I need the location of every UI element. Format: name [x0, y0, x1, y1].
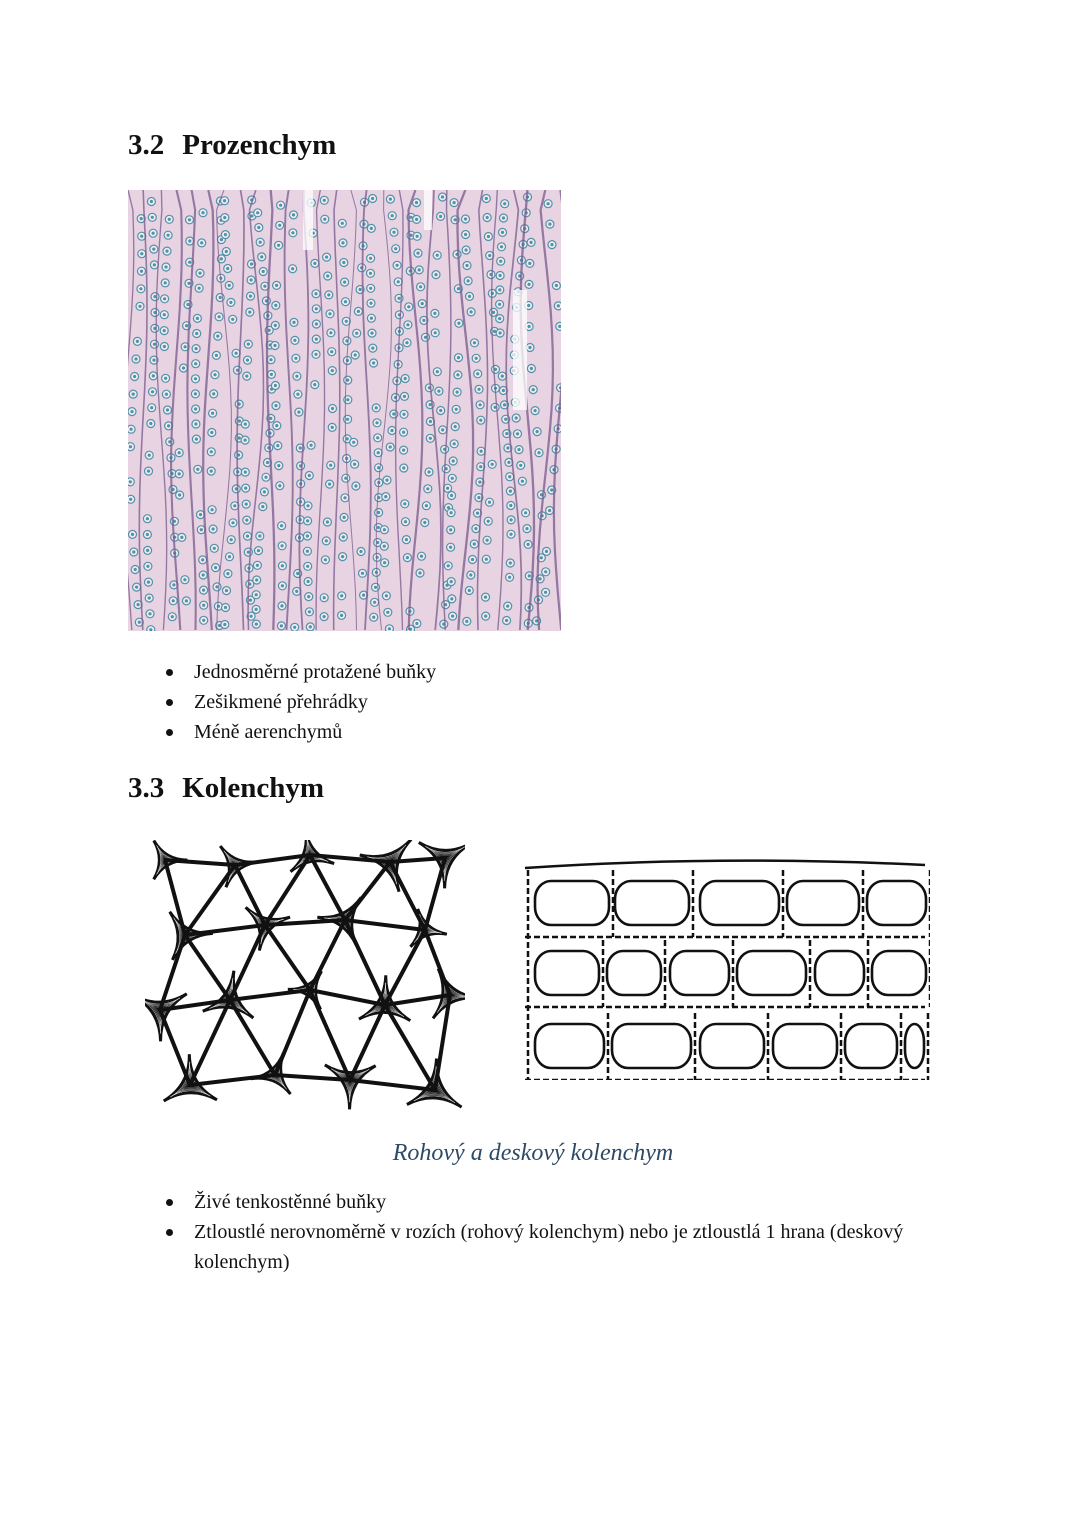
section-heading-prozenchym [128, 128, 336, 162]
prozenchym-micrograph [128, 190, 561, 631]
list-item: Ztloustlé nerovnoměrně v rozích (rohový kolenchym) nebo je ztloustlá 1 hrana (deskový kolenchym) [128, 1217, 914, 1277]
list-item: Jednosměrné protažené buňky [128, 657, 928, 687]
list-item: Zešikmené přehrádky [128, 687, 928, 717]
section-number: 3.2 [128, 129, 165, 161]
section-number: 3.3 [128, 772, 165, 804]
rohovy-kolenchym-svg [145, 840, 465, 1110]
section-title: Prozenchym [182, 129, 337, 161]
deskovy-kolenchym-drawing [520, 850, 930, 1080]
list-item: Živé tenkostěnné buňky [128, 1187, 914, 1217]
figure-caption: Rohový a deskový kolenchym [392, 1140, 674, 1166]
list-item: Méně aerenchymů [128, 717, 928, 747]
prozenchym-bullet-list [128, 657, 928, 747]
deskovy-kolenchym-svg [520, 850, 930, 1080]
rohovy-kolenchym-drawing [145, 840, 465, 1110]
kolenchym-bullet-list [128, 1187, 928, 1277]
section-heading-kolenchym [128, 771, 324, 805]
prozenchym-micrograph-drawing [128, 190, 561, 631]
section-title: Kolenchym [182, 772, 325, 804]
